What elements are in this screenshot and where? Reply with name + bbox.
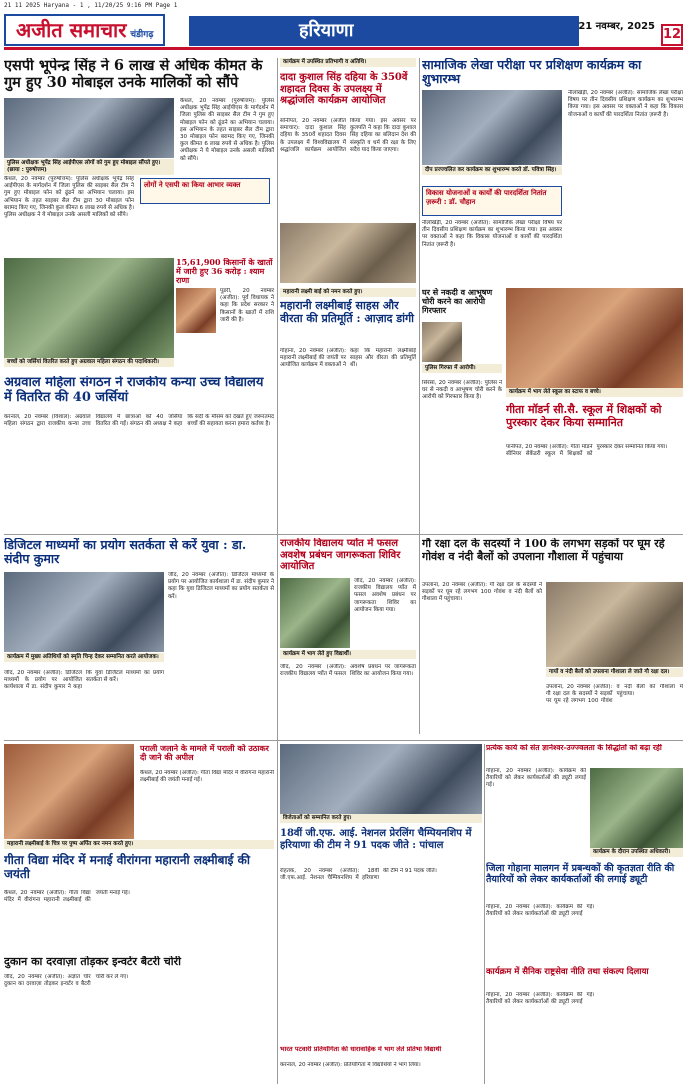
photo-caption: पुलिस अधीक्षक भूपेंद्र सिंह आईपीएस लोगों को गुम हुए मोबाइल सौंपते हुए। (छाया : पुरुषोत्तम) [4, 159, 174, 175]
story-social-audit [422, 58, 683, 283]
story-theft-arrest [422, 288, 502, 528]
photo [506, 288, 683, 388]
photo [422, 90, 562, 165]
pull-quote: लोगों ने एसपी का किया आभार व्यक्त [140, 178, 270, 204]
photo-caption: कार्यक्रम में भाग लेते हुए विद्यार्थी। [280, 650, 416, 659]
masthead-bar [4, 12, 683, 50]
story-geeta-modern-school [506, 288, 683, 533]
photo-caption: कार्यक्रम में भाग लेते स्कूल का स्टाफ व बच्चे। [506, 388, 683, 397]
horizontal-divider [4, 740, 683, 741]
pull-quote: विकास योजनाओं व कार्यों की पारदर्शिता नितांत ज़रूरी : डॉ. चौहान [422, 186, 562, 216]
photo-caption: महारानी लक्ष्मीबाई के चित्र पर पुष्प अर्पित कर नमन करते हुए। [4, 840, 274, 849]
headline: गौ रक्षा दल के सदस्यों ने 100 के लगभग सड़कों पर घूम रहे गोवंश व नंदी बैलों को उपलाना गौशाला में पहुंचाया [422, 538, 665, 563]
issue-date: 21 नवम्बर, 2025 [578, 21, 655, 32]
photo [4, 98, 174, 158]
photo [590, 768, 683, 848]
headline: जिला गोहाना मालगन में प्रबन्धकों की कृतज्ञता रीति की तैयारियों को लेकर कार्यकर्ताओं की लगाई ड्यूटी [486, 863, 675, 885]
article-body: जींद, 20 नवम्बर (अजीत): अज्ञात चोर दुकान का दरवाज़ा तोड़कर इन्वर्टर व बैटरी चोरी कर ले गए। [4, 974, 129, 988]
headline: डिजिटल माध्यमों का प्रयोग सतर्कता से करें युवा : डा. संदीप कुमार [4, 538, 247, 567]
story-geeta-vidya-mandir [4, 744, 274, 954]
top-headline: प्रत्येक कार्य को संत ज्ञानेश्वर-उज्ज्वलता के सिद्धांतों को बढ़ा रहीं [486, 744, 662, 752]
edition-label: चंडीगढ़ [130, 30, 154, 40]
side-headline: पराली जलाने के मामले में पराली को उठाकर दी जाने की अपील [140, 744, 269, 763]
story-competition [280, 1046, 482, 1086]
column-divider [419, 58, 420, 734]
headline: गीता विद्या मंदिर में मनाई वीरांगना महारानी लक्ष्मीबाई की जयंती [4, 853, 250, 881]
page-number: 12 [661, 24, 683, 46]
newspaper-logo [4, 14, 165, 46]
article-body-cont: कैथल, 20 नवम्बर (पुरुषोत्तम): पुलिस अधीक्षक भूपेंद्र सिंह आईपीएस के मार्गदर्शन में जिला पुलिस की साइबर सैल टीम ने गुम हुए मोबाइल फोन को ढूंढने का अभियान चलाया। इस अभियान के तहत साइबर सैल टीम द्वारा 30 मोबाइल फोन बरामद किए गए, जिनकी कुल कीमत 6 लाख रुपये से अधिक है। पुलिस अधीक्षक ने ये मोबाइल उनके असली मालिकों को सौंपे। [180, 98, 274, 162]
sub-article-body: गोहाना, 20 नवम्बर (अजीत): कार्यक्रम की तैयारियों को लेकर कार्यकर्ताओं की ड्यूटी लगाई गई। [486, 992, 595, 1006]
headline: घर से नकदी व आभूषण चोरी करने का आरोपी गिरफ्तार [422, 288, 493, 316]
story-gau-raksha [422, 538, 683, 738]
photo-caption: पुलिस गिरफ्त में आरोपी। [422, 364, 502, 373]
article-body: जींद, 20 नवम्बर (अजीत): डिजिटल माध्यमों के प्रयोग पर आयोजित कार्यशाला में डा. संदीप कुमार ने कहा कि युवा डिजिटल माध्यमों का प्रयोग सतर्कता से करें। [168, 572, 274, 600]
headline: गीता मॉडर्न सी.सै. स्कूल में शिक्षकों को पुरस्कार देकर किया सम्मानित [506, 403, 662, 429]
article-body: कैथल, 20 नवम्बर (पुरुषोत्तम): पुलिस अधीक्षक भूपेंद्र सिंह आईपीएस के मार्गदर्शन में जिला पुलिस की साइबर सैल टीम ने गुम हुए मोबाइल फोन को ढूंढने का अभियान चलाया। इस अभियान के तहत साइबर सैल टीम द्वारा 30 मोबाइल फोन बरामद किए गए, जिनकी कुल कीमत 6 लाख रुपये से अधिक है। पुलिस अधीक्षक ने ये मोबाइल उनके असली मालिकों को सौंपे। [4, 176, 134, 219]
article-body: गोहाना, 20 नवम्बर (अजीत): कार्यक्रम की तैयारियों को लेकर कार्यकर्ताओं की ड्यूटी लगाई गई। [486, 904, 595, 918]
story-mobiles-returned [4, 58, 274, 258]
photo [546, 582, 683, 667]
headline: महारानी लक्ष्मीबाई साहस और वीरता की प्रतिमूर्ति : आज़ाद डांगी [280, 299, 415, 325]
side-article-body: कैथल, 20 नवम्बर (अजीत): गीता विद्या मंदिर में वीरांगना महारानी लक्ष्मीबाई की जयंती मनाई गई। [140, 770, 274, 784]
photo-caption: कार्यक्रम में उपस्थित प्रतिभागी व अतिथि। [280, 58, 416, 67]
headline: अग्रवाल महिला संगठन ने राजकीय कन्या उच्च विद्यालय में वितरित की 40 जर्सियां [4, 376, 264, 405]
photo-caption: कार्यक्रम के दौरान उपस्थित अधिकारी। [590, 848, 683, 857]
article-body: सिरसा, 20 नवम्बर (अजीत): पुलिस ने घर से नकदी व आभूषण चोरी करने के आरोपी को गिरफ्तार किया है। [422, 380, 502, 401]
story-lakshmibai-dangi [280, 288, 416, 533]
article-body: करनाल, 20 नवम्बर (अजीत): प्रतियोगिता में विद्यार्थियों ने भाग लिया। [280, 1062, 421, 1068]
story-preparations [486, 744, 683, 1086]
story-inverter-theft [4, 956, 274, 1085]
horizontal-divider [4, 534, 683, 535]
article-body: नीलोखेड़ी, 20 नवम्बर (अजीत): सामाजिक लेखा परीक्षा विषय पर तीन दिवसीय प्रशिक्षण कार्यक्रम का शुभारम्भ किया गया। इस अवसर पर वक्ताओं ने कहा कि विकास योजनाओं व कार्यों की पारदर्शिता नितांत ज़रूरी है। [568, 90, 683, 118]
story-national-championship [280, 744, 482, 1044]
headline: 18वीं जी.एफ. आई. नेशनल प्रेरलिंग चैम्पियनशिप में हरियाणा की टीम ने 91 पदक जीते : पांचाल [280, 828, 472, 851]
top-article-body: गोहाना, 20 नवम्बर (अजीत): कार्यक्रम की तैयारियों को लेकर कार्यकर्ताओं की ड्यूटी लगाई गई। [486, 768, 586, 789]
article-body: गोहाना, 20 नवम्बर (अजीत): महारानी लक्ष्मीबाई की जयंती पर आयोजित कार्यक्रम में वक्ताओं ने कहा कि महारानी लक्ष्मीबाई साहस और वीरता की प्रतिमूर्ति थीं। [280, 348, 416, 369]
story-digital-media [4, 538, 274, 738]
photo-caption: बच्चों को जर्सियां वितरित करते हुए अग्रवाल महिला संगठन की पदाधिकारी। [4, 358, 174, 367]
photo [280, 744, 482, 814]
photo-caption: दीप प्रज्ज्वलित कर कार्यक्रम का शुभारम्भ करते डॉ. पवित्रा सिंह। [422, 166, 562, 175]
photo [280, 223, 416, 283]
headline: भारत पटवारी प्रतियोगिता की धारावाहिक में भाग लेते प्रतिभा विद्यार्थी [280, 1046, 442, 1053]
column-divider [277, 58, 278, 1084]
article-body: सोनीपत, 20 नवम्बर (अजीत समाचार): दादा कुशाल सिंह दहिया के 350वें शहादत दिवस के उपलक्ष्य में विश्वविद्यालय में श्रद्धांजलि कार्यक्रम आयोजित किया गया। इस अवसर पर कुलपति ने कहा कि दादा कुशाल सिंह दहिया का बलिदान देश की संस्कृति व धर्म की रक्षा के लिए सदैव याद किया जाएगा। [280, 118, 416, 153]
story-crop-residue [280, 538, 416, 738]
photo-caption: कार्यक्रम में मुख्य अतिथियों को स्मृति चिन्ह देकर सम्मानित करते आयोजक। [4, 653, 164, 662]
headline: दुकान का दरवाज़ा तोड़कर इन्वर्टर बैटरी चोरी [4, 956, 181, 968]
photo-caption: महारानी लक्ष्मी बाई को नमन करते हुए। [280, 288, 416, 297]
portrait-photo [176, 288, 216, 333]
article-body: जींद, 20 नवम्बर (अजीत): राजकीय विद्यालय प्योंत में फसल अवशेष प्रबंधन पर जागरूकता शिविर का आयोजन किया गया। [354, 578, 416, 613]
photo-caption: गायों व नंदी बैलों को उपलाना गौशाला ले जाते गौ रक्षा दल। [546, 668, 683, 677]
article-body: उपलाना, 20 नवम्बर (अजीत): गौ रक्षा दल के सदस्यों ने सड़कों पर घूम रहे लगभग 100 गोवंश व नंदी बैलों को गौशाला में पहुंचाया। [422, 582, 542, 603]
story-jerseys-text [4, 376, 274, 521]
photo [422, 322, 462, 362]
headline: राजकीय विद्यालय प्योंत में फसल अवशेष प्रबंधन जागरूकता शिविर आयोजित [280, 538, 401, 572]
photo [4, 744, 134, 839]
photo [4, 258, 174, 358]
article-body: पूंडरी, 20 नवम्बर (अजीत): पूर्व विधायक ने कहा कि प्रदेश सरकार ने किसानों के खातों में राशि जारी की है। [220, 288, 274, 323]
headline: दादा कुशाल सिंह दहिया के 350वें शहादत दिवस के उपलक्ष्य में श्रद्धांजलि कार्यक्रम आयोजित [280, 72, 408, 106]
article-body-cont: जींद, 20 नवम्बर (अजीत): राजकीय विद्यालय प्योंत में फसल अवशेष प्रबंधन पर जागरूकता शिविर का आयोजन किया गया। [280, 664, 416, 678]
story-shahadat-diwas [280, 58, 416, 288]
section-title: हरियाणा [189, 16, 579, 46]
article-body: करनाल, 20 नवम्बर (विशाल): अग्रवाल महिला संगठन द्वारा राजकीय कन्या उच्च विद्यालय में छात्राओं को 40 जर्सियां वितरित की गईं। संगठन की अध्यक्ष ने कहा कि सर्दी के मौसम को देखते हुए जरूरतमंद बच्चों की सहायता करना हमारा कर्तव्य है। [4, 414, 274, 428]
article-body: रोहतक, 20 नवम्बर (अजीत): 18वीं जी.एफ.आई. नेशनल चैम्पियनशिप में हरियाणा की टीम ने 91 पदक जीते। [280, 868, 437, 882]
masthead-title: अजीत समाचार [16, 18, 127, 42]
story-farmers-funds [176, 258, 274, 373]
article-body: पानीपत, 20 नवम्बर (अजीत): गीता मॉडर्न सीनियर सेकेंडरी स्कूल में शिक्षकों को पुरस्कार देकर सम्मानित किया गया। [506, 444, 668, 458]
article-body: कैथल, 20 नवम्बर (अजीत): गीता विद्या मंदिर में वीरांगना महारानी लक्ष्मीबाई की जयंती मनाई गई। [4, 890, 130, 904]
headline: एसपी भूपेन्द्र सिंह ने 6 लाख से अधिक कीमत के गुम हुए 30 मोबाइल उनके मालिकों को सौंपे [4, 58, 263, 91]
story-jerseys [4, 258, 174, 373]
sub-headline: कार्यक्रम में सैनिक राष्ट्रसेवा नीति तथा संकल्प दिलाया [486, 967, 649, 977]
article-body-cont: नीलोखेड़ी, 20 नवम्बर (अजीत): सामाजिक लेखा परीक्षा विषय पर तीन दिवसीय प्रशिक्षण कार्यक्रम का शुभारम्भ किया गया। इस अवसर पर वक्ताओं ने कहा कि विकास योजनाओं व कार्यों की पारदर्शिता नितांत ज़रूरी है। [422, 220, 562, 248]
article-body-cont: जींद, 20 नवम्बर (अजीत): डिजिटल माध्यमों के प्रयोग पर आयोजित कार्यशाला में डा. संदीप कुमार ने कहा कि युवा डिजिटल माध्यमों का प्रयोग सतर्कता से करें। [4, 670, 164, 691]
column-divider [484, 744, 485, 1084]
photo [280, 578, 350, 648]
photo-caption: विजेताओं को सम्मानित करते हुए। [280, 814, 482, 823]
headline: सामाजिक लेखा परीक्षा पर प्रशिक्षण कार्यक्रम का शुभारम्भ [422, 58, 642, 87]
print-slug: 21 11 2025 Haryana - 1 , 11/20/25 9:16 PM Page 1 [4, 2, 178, 9]
headline: 15,61,900 किसानों के खातों में जारी हुए 36 करोड़ : श्याम राणा [176, 258, 273, 286]
photo [4, 572, 164, 652]
article-body-cont: उपलाना, 20 नवम्बर (अजीत): गौ रक्षा दल के सदस्यों ने सड़कों पर घूम रहे लगभग 100 गोवंश व नंदी बैलों को गौशाला में पहुंचाया। [546, 684, 683, 705]
